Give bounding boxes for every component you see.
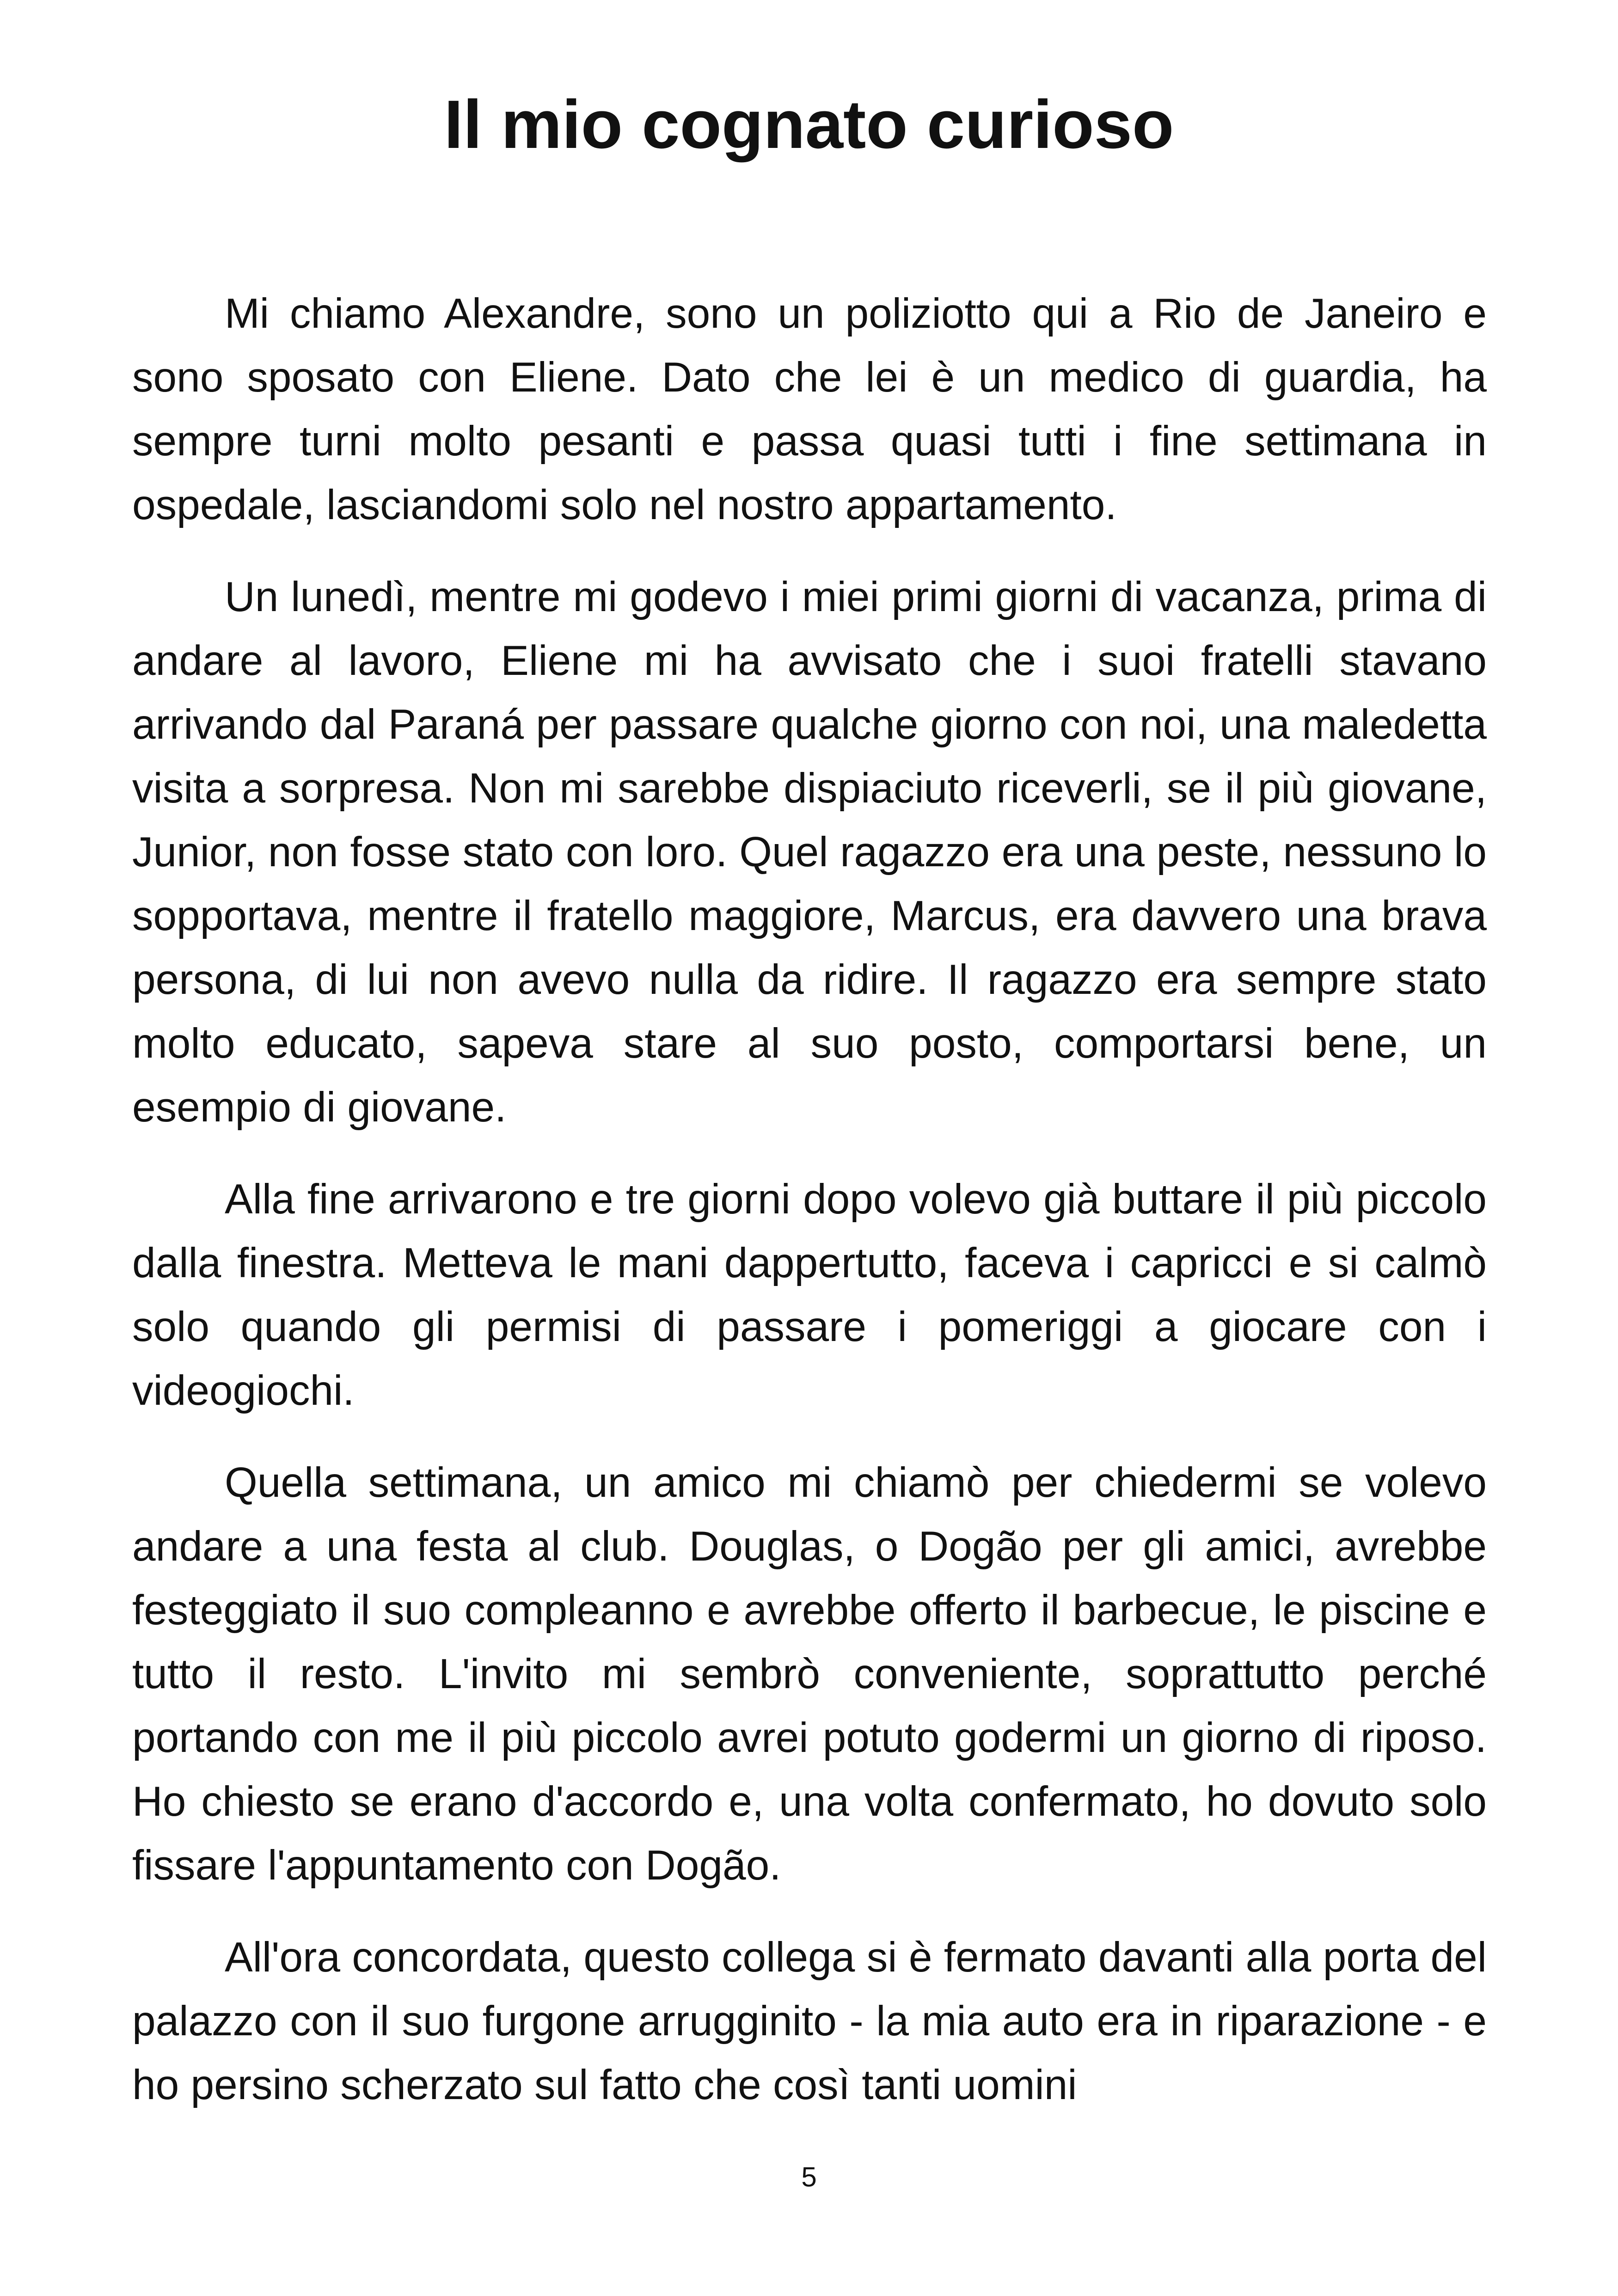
page-number: 5 [801,2161,817,2192]
paragraph-3: Alla fine arrivarono e tre giorni dopo volevo già buttare il più piccolo dalla finestra. Metteva le mani dappertutto, faceva i capricci e si calmò solo quando gli permisi di passare i pomeriggi a giocare con i videogiochi. [132,1176,1487,1414]
paragraph-5: All'ora concordata, questo collega si è fermato davanti alla porta del palazzo con il suo furgone arrugginito - la mia auto era in riparazione - e ho persino scherzato sul fatto che così tanti uomini [132,1934,1487,2108]
page-title: Il mio cognato curioso [444,86,1174,163]
paragraph-1: Mi chiamo Alexandre, sono un poliziotto qui a Rio de Janeiro e sono sposato con Eliene. Dato che lei è un medico di guardia, ha sempre turni molto pesanti e passa quasi tutti i fine settimana in ospedale, lasciandomi solo nel nostro appartamento. [132,290,1487,528]
paragraph-2: Un lunedì, mentre mi godevo i miei primi giorni di vacanza, prima di andare al lavoro, Eliene mi ha avvisato che i suoi fratelli stavano arrivando dal Paraná per passare qualche giorno con noi, una maledetta visita a sorpresa. Non mi sarebbe dispiaciuto riceverli, se il più giovane, Junior, non fosse stato con loro. Quel ragazzo era una peste, nessuno lo sopportava, mentre il fratello maggiore, Marcus, era davvero una brava persona, di lui non avevo nulla da ridire. Il ragazzo era sempre stato molto educato, sapeva stare al suo posto, comportarsi bene, un esempio di giovane. [132,574,1487,1131]
body-text [132,282,1487,2145]
paragraph-4: Quella settimana, un amico mi chiamò per chiedermi se volevo andare a una festa al club. Douglas, o Dogão per gli amici, avrebbe festeggiato il suo compleanno e avrebbe offerto il barbecue, le piscine e tutto il resto. L'invito mi sembrò conveniente, soprattutto perché portando con me il più piccolo avrei potuto godermi un giorno di riposo. Ho chiesto se erano d'accordo e, una volta confermato, ho dovuto solo fissare l'appuntamento con Dogão. [132,1459,1487,1889]
